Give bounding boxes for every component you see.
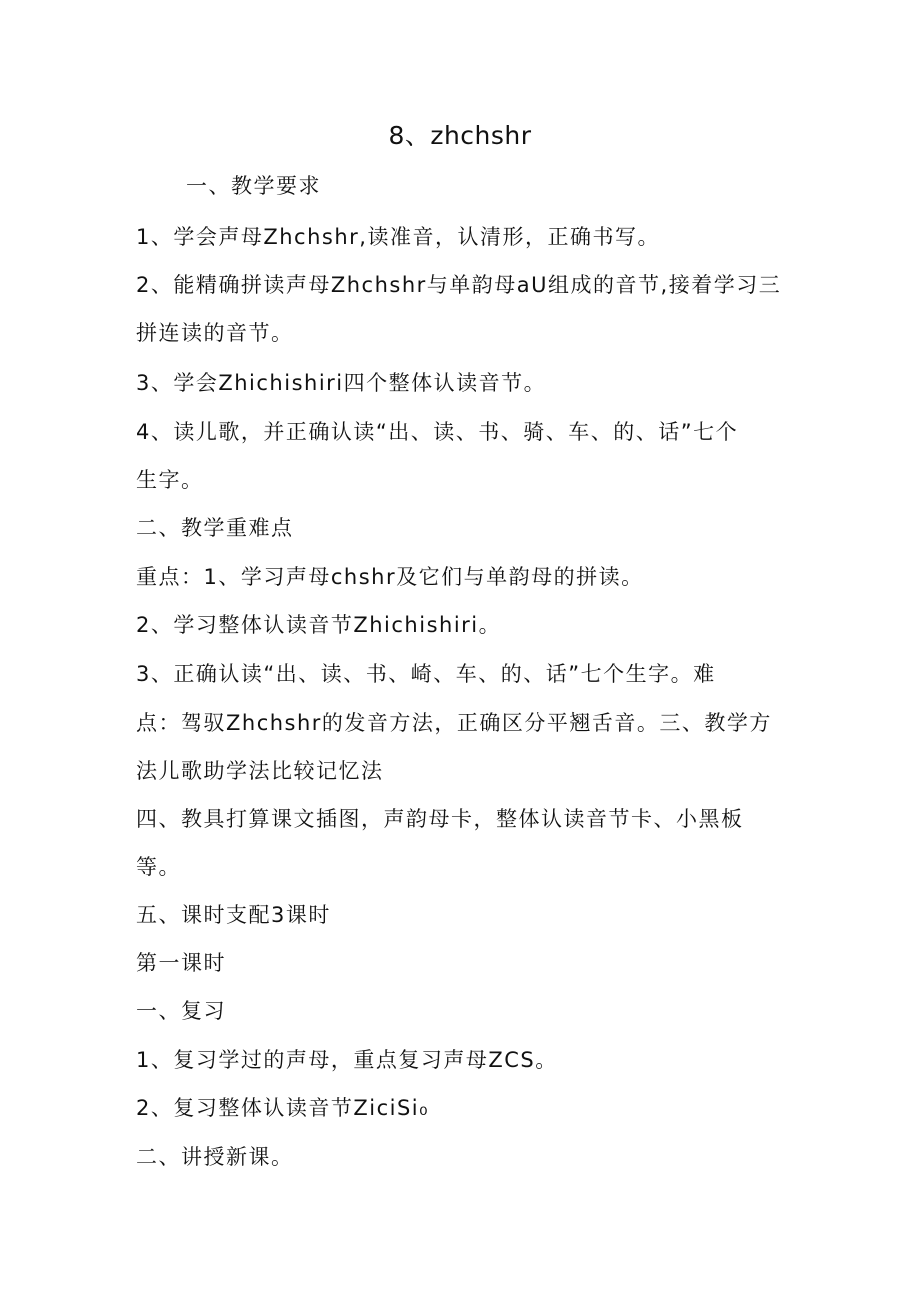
paragraph-line: 2、能精确拼读声母Zhchshr与单韵母aU组成的音节,接着学习三 <box>136 273 782 297</box>
paragraph-line: 点：驾驭Zhchshr的发音方法，正确区分平翘舌音。三、教学方 <box>136 711 772 735</box>
paragraph-line: 3、正确认读“出、读、书、崎、车、的、话”七个生字。难 <box>136 662 716 686</box>
paragraph-line: 1、学会声母Zhchshr,读准音，认清形，正确书写。 <box>136 225 660 249</box>
section-heading-first-lesson: 第一课时 <box>136 951 226 975</box>
section-heading-schedule: 五、课时支配3课时 <box>136 903 331 927</box>
paragraph-line: 生字。 <box>136 468 204 492</box>
paragraph-line: 拼连读的音节。 <box>136 321 294 345</box>
paragraph-line: 1、复习学过的声母，重点复习声母ZCS。 <box>136 1048 558 1072</box>
paragraph-line: 重点：1、学习声母chshr及它们与单韵母的拼读。 <box>136 565 644 589</box>
section-heading-teaching-requirements: 一、教学要求 <box>186 174 321 198</box>
section-heading-new-lesson: 二、讲授新课。 <box>136 1145 294 1169</box>
paragraph-line: 4、读儿歌，并正确认读“出、读、书、骑、车、的、话”七个 <box>136 420 739 444</box>
document-title: 8、zhchshr <box>388 121 532 150</box>
section-heading-key-points: 二、教学重难点 <box>136 516 294 540</box>
section-heading-review: 一、复习 <box>136 999 226 1023</box>
paragraph-line: 2、复习整体认读音节ZiciSi₀ <box>136 1096 430 1120</box>
paragraph-line: 法儿歌助学法比较记忆法 <box>136 759 384 783</box>
paragraph-line: 四、教具打算课文插图，声韵母卡，整体认读音节卡、小黑板 <box>136 807 744 831</box>
paragraph-line: 等。 <box>136 855 181 879</box>
paragraph-line: 2、学习整体认读音节Zhichishiri。 <box>136 613 502 637</box>
paragraph-line: 3、学会Zhichishiri四个整体认读音节。 <box>136 371 547 395</box>
